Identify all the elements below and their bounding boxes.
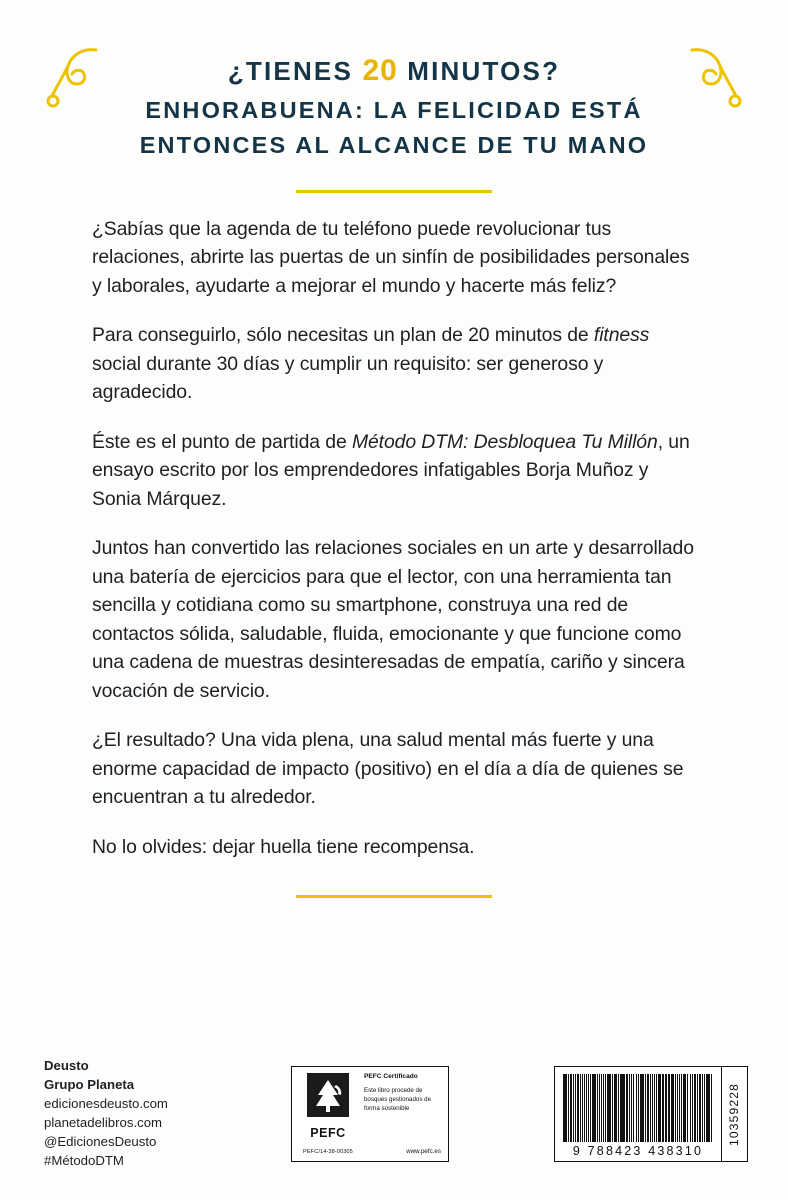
publisher-group: Grupo Planeta (44, 1077, 135, 1092)
pefc-code: PEFC/14-38-00305 (303, 1149, 353, 1155)
publisher-social-handle[interactable]: @EdicionesDeusto (44, 1134, 157, 1149)
pefc-logo (299, 1073, 357, 1155)
headline-line-1 (70, 48, 718, 93)
pefc-certification-badge (291, 1066, 449, 1162)
publisher-name: Deusto (44, 1058, 89, 1073)
barcode-side-label: 10359228 (727, 1082, 742, 1146)
blurb-paragraph-2 (92, 321, 696, 407)
pefc-wordmark: PEFC (310, 1126, 346, 1140)
pefc-tree-icon (307, 1073, 349, 1117)
barcode-side-panel (722, 1066, 748, 1162)
headline-block (0, 0, 788, 164)
pefc-description: Este libro procede de bosques gestionados de forma sostenible (363, 1087, 432, 1112)
blurb-paragraph-3-b: , un ensayo escrito por los emprendedores infatigables Borja Muñoz y Sonia Márquez. (92, 430, 690, 510)
blurb-text (0, 193, 788, 862)
pefc-title: PEFC Certificado (363, 1073, 418, 1080)
blurb-paragraph-6: No lo olvides: dejar huella tiene recompensa. (92, 835, 475, 858)
publisher-hashtag[interactable]: #MétodoDTM (44, 1153, 124, 1168)
publisher-info (44, 1056, 168, 1170)
pefc-url: www.pefc.es (406, 1148, 441, 1155)
footer (0, 1030, 788, 1200)
blurb-emphasis-title: Método DTM: Desbloquea Tu Millón (351, 430, 658, 453)
blurb-emphasis-fitness: fitness (593, 324, 650, 347)
blurb-paragraph-1: ¿Sabías que la agenda de tu teléfono puede revolucionar tus relaciones, abrirte las puertas de un sinfín de posibilidades personales y laborales, ayudarte a mejorar el mundo y hacerte más feliz? (92, 217, 690, 297)
blurb-paragraph-5: ¿El resultado? Una vida plena, una salud mental más fuerte y una enorme capacidad de impacto (positivo) en el día a día de quienes se encuentran a tu alrededor. (92, 729, 684, 809)
publisher-website-1[interactable]: edicionesdeusto.com (44, 1096, 168, 1111)
divider-bottom (296, 895, 492, 898)
blurb-paragraph-3 (92, 428, 696, 514)
headline-line-2: ENHORABUENA: LA FELICIDAD ESTÁ (145, 97, 643, 123)
isbn-barcode (554, 1066, 722, 1162)
blurb-paragraph-4: Juntos han convertido las relaciones sociales en un arte y desarrollado una batería de ejercicios para que el lector, con una herramienta tan sencilla y cotidiana como su smartphone, construya una red de contactos sólida, saludable, fluida, emocionante y que funcione como una cadena de muestras desinteresadas de empatía, cariño y sincera vocación de servicio. (92, 537, 694, 702)
blurb-paragraph-2-b: social durante 30 días y cumplir un requisito: ser generoso y agradecido. (92, 352, 604, 404)
publisher-website-2[interactable]: planetadelibros.com (44, 1115, 163, 1130)
pefc-text-block (357, 1073, 441, 1155)
headline-line-3: ENTONCES AL ALCANCE DE TU MANO (139, 132, 649, 159)
blurb-paragraph-2-a: Para conseguirlo, sólo necesitas un plan de 20 minutos de (92, 324, 594, 347)
blurb-paragraph-3-a: Éste es el punto de partida de (92, 430, 352, 453)
headline-line-1-pre: ¿TIENES (227, 56, 363, 86)
barcode-bars (563, 1074, 713, 1142)
barcode-block (554, 1066, 748, 1162)
barcode-digits: 9 788423 438310 (572, 1144, 704, 1158)
headline-line-1-post: MINUTOS? (397, 56, 561, 86)
headline-minutes-number: 20 (362, 54, 398, 87)
